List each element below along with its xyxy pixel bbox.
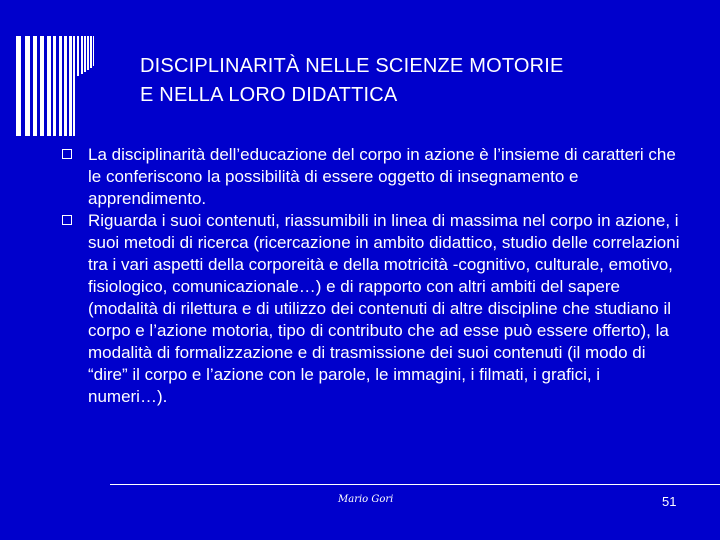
decorative-bar bbox=[25, 36, 30, 136]
decorative-bar bbox=[40, 36, 44, 136]
decorative-bar bbox=[87, 36, 89, 70]
slide-title bbox=[140, 52, 700, 110]
title-line-1: DISCIPLINARITÀ NELLE SCIENZE MOTORIE bbox=[140, 55, 564, 77]
decorative-bars bbox=[16, 36, 126, 140]
decorative-bar bbox=[64, 36, 67, 136]
square-bullet-icon bbox=[62, 215, 72, 225]
decorative-bar bbox=[69, 36, 72, 136]
decorative-bar bbox=[84, 36, 86, 72]
page-number: 51 bbox=[662, 494, 677, 509]
bullet-text: La disciplinarità dell’educazione del corpo in azione è l’insieme di caratteri che le conferiscono la possibilità di essere oggetto di insegnamento e apprendimento. bbox=[88, 145, 676, 208]
decorative-bar bbox=[33, 36, 37, 136]
bullet-list bbox=[62, 144, 682, 408]
bullet-text: Riguarda i suoi contenuti, riassumibili in linea di massima nel corpo in azione, i suoi metodi di ricerca (ricercazione in ambito didattico, studio delle correlazioni tra i vari aspetti della corporeità e della motricità -cognitivo, culturale, emotivo, fisiologico, comunicazionale…) e di rapporto con altri ambiti del sapere (modalità di rilettura e di utilizzo dei contenuti di altre discipline che studiano il corpo e l’azione motoria, tipo di contributo che ad esse può essere offerto), la modalità di formalizzazione e di trasmissione dei suoi contenuti (il modo di “dire” il corpo e l’azione con le parole, le immagini, i filmati, i grafici, i numeri…). bbox=[88, 211, 680, 406]
decorative-bar bbox=[93, 36, 94, 66]
footer-author: Mario Gori bbox=[338, 494, 394, 505]
square-bullet-icon bbox=[62, 149, 72, 159]
bullet-item bbox=[62, 144, 682, 210]
footer-divider bbox=[110, 484, 720, 485]
decorative-bar bbox=[47, 36, 51, 136]
decorative-bar bbox=[73, 36, 75, 136]
decorative-bar bbox=[53, 36, 56, 136]
decorative-bar bbox=[16, 36, 21, 136]
title-line-2: E NELLA LORO DIDATTICA bbox=[140, 84, 398, 106]
decorative-bar bbox=[59, 36, 62, 136]
decorative-bar bbox=[90, 36, 92, 68]
bullet-item bbox=[62, 210, 682, 408]
decorative-bar bbox=[77, 36, 79, 76]
decorative-bar bbox=[81, 36, 83, 74]
